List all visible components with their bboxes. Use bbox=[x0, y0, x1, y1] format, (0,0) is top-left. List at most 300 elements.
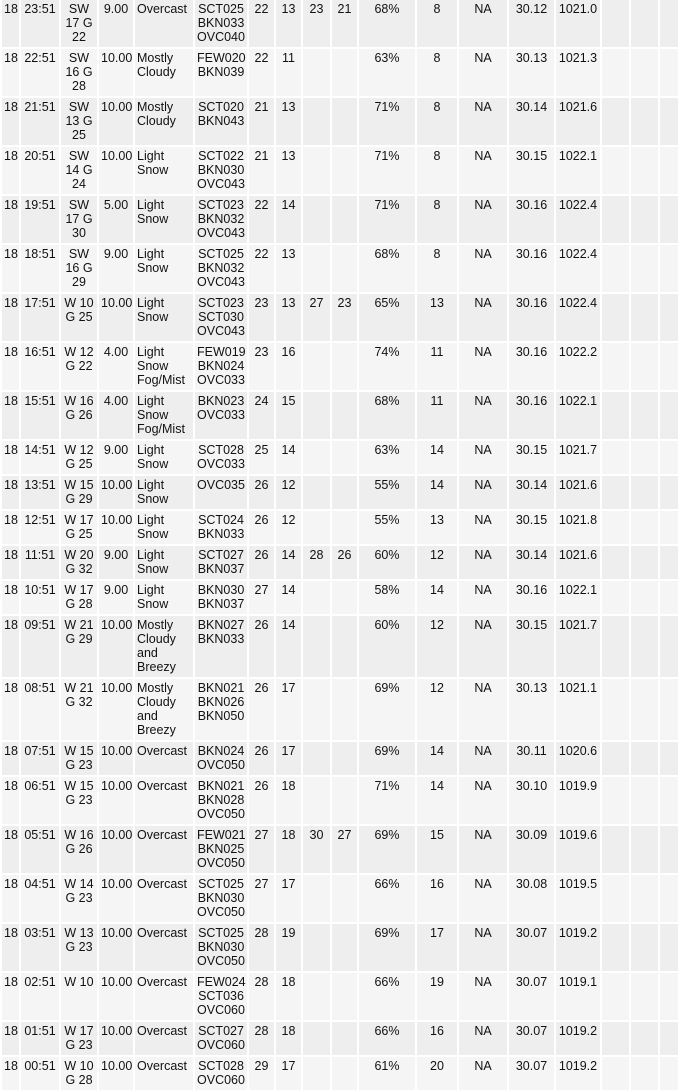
sky-condition-cell: SCT025 BKN033 OVC040 bbox=[195, 0, 247, 47]
sea-level-pressure-cell: 1021.7 bbox=[556, 616, 600, 677]
precip-6hr-cell bbox=[660, 826, 678, 873]
air-temp-cell: 22 bbox=[249, 0, 274, 47]
wind-chill-cell: 12 bbox=[417, 616, 457, 677]
visibility-cell: 10.00 bbox=[99, 777, 133, 824]
wind-chill-cell: 8 bbox=[417, 0, 457, 47]
air-temp-cell: 28 bbox=[249, 1022, 274, 1055]
precip-6hr-cell bbox=[660, 147, 678, 194]
dew-point-cell: 13 bbox=[276, 245, 301, 292]
air-temp-cell: 23 bbox=[249, 343, 274, 390]
wind-cell: SW 17 G 22 bbox=[61, 0, 97, 47]
time-cell: 06:51 bbox=[21, 777, 59, 824]
sky-condition-cell: SCT024 BKN033 bbox=[195, 511, 247, 544]
precip-1hr-cell bbox=[602, 441, 629, 474]
dew-point-cell: 14 bbox=[276, 616, 301, 677]
humidity-cell: 71% bbox=[359, 147, 415, 194]
air-temp-cell: 28 bbox=[249, 924, 274, 971]
precip-1hr-cell bbox=[602, 581, 629, 614]
wind-chill-cell: 13 bbox=[417, 511, 457, 544]
min-6hr-cell: 21 bbox=[332, 0, 357, 47]
dew-point-cell: 18 bbox=[276, 826, 301, 873]
dew-point-cell: 17 bbox=[276, 679, 301, 740]
air-temp-cell: 24 bbox=[249, 392, 274, 439]
precip-6hr-cell bbox=[660, 679, 678, 740]
wind-cell: W 12 G 25 bbox=[61, 441, 97, 474]
precip-6hr-cell bbox=[660, 581, 678, 614]
date-cell: 18 bbox=[2, 875, 19, 922]
weather-cell: Light Snow bbox=[135, 581, 193, 614]
wind-cell: SW 14 G 24 bbox=[61, 147, 97, 194]
altimeter-cell: 30.16 bbox=[509, 294, 554, 341]
max-6hr-cell: 23 bbox=[303, 0, 330, 47]
sea-level-pressure-cell: 1021.0 bbox=[556, 0, 600, 47]
sky-condition-cell: BKN021 BKN028 OVC050 bbox=[195, 777, 247, 824]
altimeter-cell: 30.09 bbox=[509, 826, 554, 873]
visibility-cell: 10.00 bbox=[99, 679, 133, 740]
date-cell: 18 bbox=[2, 511, 19, 544]
wind-cell: W 16 G 26 bbox=[61, 826, 97, 873]
max-6hr-cell bbox=[303, 1022, 330, 1055]
sea-level-pressure-cell: 1021.6 bbox=[556, 476, 600, 509]
humidity-cell: 65% bbox=[359, 294, 415, 341]
visibility-cell: 10.00 bbox=[99, 476, 133, 509]
heat-index-cell: NA bbox=[459, 511, 507, 544]
humidity-cell: 69% bbox=[359, 679, 415, 740]
air-temp-cell: 26 bbox=[249, 476, 274, 509]
min-6hr-cell bbox=[332, 441, 357, 474]
time-cell: 11:51 bbox=[21, 546, 59, 579]
wind-chill-cell: 14 bbox=[417, 581, 457, 614]
min-6hr-cell bbox=[332, 742, 357, 775]
sea-level-pressure-cell: 1019.1 bbox=[556, 973, 600, 1020]
wind-cell: W 10 G 25 bbox=[61, 294, 97, 341]
wind-chill-cell: 8 bbox=[417, 147, 457, 194]
humidity-cell: 58% bbox=[359, 581, 415, 614]
altimeter-cell: 30.16 bbox=[509, 581, 554, 614]
date-cell: 18 bbox=[2, 476, 19, 509]
wind-chill-cell: 8 bbox=[417, 196, 457, 243]
weather-cell: Light Snow bbox=[135, 147, 193, 194]
weather-cell: Mostly Cloudy and Breezy bbox=[135, 679, 193, 740]
precip-6hr-cell bbox=[660, 49, 678, 96]
table-row bbox=[2, 924, 678, 971]
table-row bbox=[2, 511, 678, 544]
date-cell: 18 bbox=[2, 826, 19, 873]
dew-point-cell: 13 bbox=[276, 294, 301, 341]
dew-point-cell: 17 bbox=[276, 875, 301, 922]
altimeter-cell: 30.14 bbox=[509, 98, 554, 145]
precip-1hr-cell bbox=[602, 742, 629, 775]
altimeter-cell: 30.16 bbox=[509, 343, 554, 390]
humidity-cell: 66% bbox=[359, 1022, 415, 1055]
precip-1hr-cell bbox=[602, 343, 629, 390]
precip-6hr-cell bbox=[660, 1022, 678, 1055]
time-cell: 17:51 bbox=[21, 294, 59, 341]
visibility-cell: 9.00 bbox=[99, 441, 133, 474]
precip-3hr-cell bbox=[631, 973, 658, 1020]
altimeter-cell: 30.14 bbox=[509, 546, 554, 579]
altimeter-cell: 30.16 bbox=[509, 245, 554, 292]
altimeter-cell: 30.07 bbox=[509, 1022, 554, 1055]
visibility-cell: 10.00 bbox=[99, 742, 133, 775]
wind-chill-cell: 13 bbox=[417, 294, 457, 341]
date-cell: 18 bbox=[2, 1022, 19, 1055]
precip-1hr-cell bbox=[602, 1022, 629, 1055]
weather-cell: Overcast bbox=[135, 973, 193, 1020]
precip-3hr-cell bbox=[631, 777, 658, 824]
air-temp-cell: 27 bbox=[249, 875, 274, 922]
table-row bbox=[2, 973, 678, 1020]
precip-6hr-cell bbox=[660, 973, 678, 1020]
precip-3hr-cell bbox=[631, 294, 658, 341]
air-temp-cell: 25 bbox=[249, 441, 274, 474]
precip-6hr-cell bbox=[660, 616, 678, 677]
weather-cell: Overcast bbox=[135, 742, 193, 775]
wind-chill-cell: 19 bbox=[417, 973, 457, 1020]
date-cell: 18 bbox=[2, 49, 19, 96]
precip-6hr-cell bbox=[660, 196, 678, 243]
table-row bbox=[2, 147, 678, 194]
precip-1hr-cell bbox=[602, 616, 629, 677]
heat-index-cell: NA bbox=[459, 924, 507, 971]
table-row bbox=[2, 875, 678, 922]
humidity-cell: 71% bbox=[359, 777, 415, 824]
visibility-cell: 10.00 bbox=[99, 875, 133, 922]
precip-1hr-cell bbox=[602, 679, 629, 740]
humidity-cell: 68% bbox=[359, 0, 415, 47]
visibility-cell: 10.00 bbox=[99, 616, 133, 677]
air-temp-cell: 22 bbox=[249, 245, 274, 292]
time-cell: 19:51 bbox=[21, 196, 59, 243]
table-row bbox=[2, 546, 678, 579]
wind-chill-cell: 14 bbox=[417, 476, 457, 509]
max-6hr-cell bbox=[303, 511, 330, 544]
precip-6hr-cell bbox=[660, 392, 678, 439]
dew-point-cell: 18 bbox=[276, 973, 301, 1020]
weather-cell: Overcast bbox=[135, 1057, 193, 1090]
visibility-cell: 4.00 bbox=[99, 392, 133, 439]
humidity-cell: 69% bbox=[359, 826, 415, 873]
wind-chill-cell: 11 bbox=[417, 392, 457, 439]
heat-index-cell: NA bbox=[459, 343, 507, 390]
heat-index-cell: NA bbox=[459, 392, 507, 439]
max-6hr-cell bbox=[303, 924, 330, 971]
sea-level-pressure-cell: 1022.2 bbox=[556, 343, 600, 390]
heat-index-cell: NA bbox=[459, 294, 507, 341]
precip-1hr-cell bbox=[602, 245, 629, 292]
sky-condition-cell: SCT028 OVC033 bbox=[195, 441, 247, 474]
precip-3hr-cell bbox=[631, 441, 658, 474]
heat-index-cell: NA bbox=[459, 245, 507, 292]
altimeter-cell: 30.12 bbox=[509, 0, 554, 47]
precip-3hr-cell bbox=[631, 392, 658, 439]
table-row bbox=[2, 1057, 678, 1090]
weather-cell: Light Snow bbox=[135, 546, 193, 579]
air-temp-cell: 26 bbox=[249, 616, 274, 677]
visibility-cell: 9.00 bbox=[99, 581, 133, 614]
visibility-cell: 10.00 bbox=[99, 511, 133, 544]
date-cell: 18 bbox=[2, 616, 19, 677]
date-cell: 18 bbox=[2, 581, 19, 614]
wind-chill-cell: 14 bbox=[417, 441, 457, 474]
max-6hr-cell bbox=[303, 392, 330, 439]
humidity-cell: 74% bbox=[359, 343, 415, 390]
time-cell: 14:51 bbox=[21, 441, 59, 474]
sea-level-pressure-cell: 1021.3 bbox=[556, 49, 600, 96]
heat-index-cell: NA bbox=[459, 196, 507, 243]
sea-level-pressure-cell: 1022.4 bbox=[556, 245, 600, 292]
altimeter-cell: 30.07 bbox=[509, 924, 554, 971]
sky-condition-cell: SCT023 SCT030 OVC043 bbox=[195, 294, 247, 341]
humidity-cell: 71% bbox=[359, 196, 415, 243]
sky-condition-cell: FEW019 BKN024 OVC033 bbox=[195, 343, 247, 390]
weather-cell: Mostly Cloudy bbox=[135, 98, 193, 145]
max-6hr-cell bbox=[303, 1057, 330, 1090]
wind-cell: W 10 G 28 bbox=[61, 1057, 97, 1090]
sky-condition-cell: FEW020 BKN039 bbox=[195, 49, 247, 96]
min-6hr-cell bbox=[332, 343, 357, 390]
time-cell: 09:51 bbox=[21, 616, 59, 677]
wind-chill-cell: 8 bbox=[417, 98, 457, 145]
precip-6hr-cell bbox=[660, 294, 678, 341]
max-6hr-cell bbox=[303, 196, 330, 243]
visibility-cell: 10.00 bbox=[99, 1022, 133, 1055]
precip-1hr-cell bbox=[602, 924, 629, 971]
precip-1hr-cell bbox=[602, 1057, 629, 1090]
wind-cell: W 17 G 25 bbox=[61, 511, 97, 544]
date-cell: 18 bbox=[2, 679, 19, 740]
humidity-cell: 66% bbox=[359, 875, 415, 922]
heat-index-cell: NA bbox=[459, 1022, 507, 1055]
precip-6hr-cell bbox=[660, 98, 678, 145]
dew-point-cell: 14 bbox=[276, 196, 301, 243]
wind-chill-cell: 14 bbox=[417, 742, 457, 775]
wind-cell: W 17 G 28 bbox=[61, 581, 97, 614]
sky-condition-cell: SCT025 BKN030 OVC050 bbox=[195, 875, 247, 922]
sky-condition-cell: SCT025 BKN032 OVC043 bbox=[195, 245, 247, 292]
sea-level-pressure-cell: 1021.7 bbox=[556, 441, 600, 474]
date-cell: 18 bbox=[2, 441, 19, 474]
heat-index-cell: NA bbox=[459, 742, 507, 775]
precip-6hr-cell bbox=[660, 1057, 678, 1090]
precip-3hr-cell bbox=[631, 147, 658, 194]
wind-cell: SW 16 G 28 bbox=[61, 49, 97, 96]
dew-point-cell: 13 bbox=[276, 98, 301, 145]
min-6hr-cell: 26 bbox=[332, 546, 357, 579]
visibility-cell: 9.00 bbox=[99, 0, 133, 47]
weather-cell: Light Snow bbox=[135, 294, 193, 341]
sky-condition-cell: BKN021 BKN026 BKN050 bbox=[195, 679, 247, 740]
sky-condition-cell: BKN023 OVC033 bbox=[195, 392, 247, 439]
sea-level-pressure-cell: 1019.5 bbox=[556, 875, 600, 922]
time-cell: 13:51 bbox=[21, 476, 59, 509]
time-cell: 02:51 bbox=[21, 973, 59, 1020]
table-row bbox=[2, 826, 678, 873]
wind-cell: W 15 G 29 bbox=[61, 476, 97, 509]
sea-level-pressure-cell: 1021.6 bbox=[556, 546, 600, 579]
time-cell: 03:51 bbox=[21, 924, 59, 971]
table-row bbox=[2, 679, 678, 740]
sea-level-pressure-cell: 1021.1 bbox=[556, 679, 600, 740]
time-cell: 12:51 bbox=[21, 511, 59, 544]
wind-cell: W 14 G 23 bbox=[61, 875, 97, 922]
max-6hr-cell bbox=[303, 616, 330, 677]
air-temp-cell: 26 bbox=[249, 511, 274, 544]
max-6hr-cell bbox=[303, 147, 330, 194]
wind-chill-cell: 8 bbox=[417, 245, 457, 292]
precip-3hr-cell bbox=[631, 0, 658, 47]
min-6hr-cell bbox=[332, 511, 357, 544]
max-6hr-cell: 30 bbox=[303, 826, 330, 873]
altimeter-cell: 30.15 bbox=[509, 147, 554, 194]
sea-level-pressure-cell: 1021.6 bbox=[556, 98, 600, 145]
altimeter-cell: 30.07 bbox=[509, 973, 554, 1020]
visibility-cell: 10.00 bbox=[99, 826, 133, 873]
time-cell: 00:51 bbox=[21, 1057, 59, 1090]
table-row bbox=[2, 245, 678, 292]
wind-chill-cell: 17 bbox=[417, 924, 457, 971]
dew-point-cell: 15 bbox=[276, 392, 301, 439]
altimeter-cell: 30.15 bbox=[509, 616, 554, 677]
min-6hr-cell bbox=[332, 147, 357, 194]
date-cell: 18 bbox=[2, 973, 19, 1020]
wind-cell: W 20 G 32 bbox=[61, 546, 97, 579]
precip-6hr-cell bbox=[660, 441, 678, 474]
max-6hr-cell bbox=[303, 581, 330, 614]
min-6hr-cell bbox=[332, 49, 357, 96]
date-cell: 18 bbox=[2, 742, 19, 775]
sea-level-pressure-cell: 1022.1 bbox=[556, 581, 600, 614]
air-temp-cell: 28 bbox=[249, 973, 274, 1020]
dew-point-cell: 17 bbox=[276, 742, 301, 775]
weather-cell: Light Snow bbox=[135, 511, 193, 544]
date-cell: 18 bbox=[2, 0, 19, 47]
precip-1hr-cell bbox=[602, 294, 629, 341]
heat-index-cell: NA bbox=[459, 476, 507, 509]
date-cell: 18 bbox=[2, 196, 19, 243]
date-cell: 18 bbox=[2, 147, 19, 194]
max-6hr-cell bbox=[303, 245, 330, 292]
min-6hr-cell bbox=[332, 679, 357, 740]
humidity-cell: 69% bbox=[359, 924, 415, 971]
visibility-cell: 10.00 bbox=[99, 973, 133, 1020]
max-6hr-cell bbox=[303, 679, 330, 740]
wind-cell: W 15 G 23 bbox=[61, 742, 97, 775]
dew-point-cell: 19 bbox=[276, 924, 301, 971]
air-temp-cell: 29 bbox=[249, 1057, 274, 1090]
wind-cell: W 15 G 23 bbox=[61, 777, 97, 824]
heat-index-cell: NA bbox=[459, 777, 507, 824]
visibility-cell: 10.00 bbox=[99, 147, 133, 194]
heat-index-cell: NA bbox=[459, 147, 507, 194]
table-row bbox=[2, 196, 678, 243]
min-6hr-cell bbox=[332, 1022, 357, 1055]
precip-3hr-cell bbox=[631, 49, 658, 96]
time-cell: 21:51 bbox=[21, 98, 59, 145]
weather-cell: Light Snow bbox=[135, 441, 193, 474]
heat-index-cell: NA bbox=[459, 49, 507, 96]
max-6hr-cell bbox=[303, 476, 330, 509]
weather-cell: Overcast bbox=[135, 924, 193, 971]
heat-index-cell: NA bbox=[459, 98, 507, 145]
precip-3hr-cell bbox=[631, 826, 658, 873]
table-row bbox=[2, 777, 678, 824]
humidity-cell: 55% bbox=[359, 511, 415, 544]
max-6hr-cell bbox=[303, 777, 330, 824]
weather-cell: Light Snow Fog/Mist bbox=[135, 343, 193, 390]
precip-1hr-cell bbox=[602, 777, 629, 824]
precip-1hr-cell bbox=[602, 0, 629, 47]
air-temp-cell: 22 bbox=[249, 196, 274, 243]
altimeter-cell: 30.14 bbox=[509, 476, 554, 509]
max-6hr-cell bbox=[303, 875, 330, 922]
min-6hr-cell bbox=[332, 1057, 357, 1090]
precip-6hr-cell bbox=[660, 777, 678, 824]
wind-chill-cell: 16 bbox=[417, 875, 457, 922]
altimeter-cell: 30.15 bbox=[509, 511, 554, 544]
min-6hr-cell bbox=[332, 196, 357, 243]
min-6hr-cell bbox=[332, 245, 357, 292]
weather-cell: Mostly Cloudy bbox=[135, 49, 193, 96]
table-row bbox=[2, 392, 678, 439]
visibility-cell: 10.00 bbox=[99, 49, 133, 96]
precip-1hr-cell bbox=[602, 98, 629, 145]
weather-cell: Overcast bbox=[135, 777, 193, 824]
precip-6hr-cell bbox=[660, 0, 678, 47]
precip-3hr-cell bbox=[631, 1057, 658, 1090]
humidity-cell: 71% bbox=[359, 98, 415, 145]
air-temp-cell: 21 bbox=[249, 147, 274, 194]
dew-point-cell: 13 bbox=[276, 0, 301, 47]
table-row bbox=[2, 0, 678, 47]
sky-condition-cell: SCT027 OVC060 bbox=[195, 1022, 247, 1055]
humidity-cell: 55% bbox=[359, 476, 415, 509]
precip-6hr-cell bbox=[660, 343, 678, 390]
wind-chill-cell: 12 bbox=[417, 679, 457, 740]
table-row bbox=[2, 441, 678, 474]
heat-index-cell: NA bbox=[459, 1057, 507, 1090]
wind-cell: W 17 G 23 bbox=[61, 1022, 97, 1055]
time-cell: 05:51 bbox=[21, 826, 59, 873]
date-cell: 18 bbox=[2, 777, 19, 824]
precip-3hr-cell bbox=[631, 1022, 658, 1055]
dew-point-cell: 14 bbox=[276, 441, 301, 474]
visibility-cell: 10.00 bbox=[99, 1057, 133, 1090]
precip-1hr-cell bbox=[602, 511, 629, 544]
time-cell: 07:51 bbox=[21, 742, 59, 775]
sky-condition-cell: FEW021 BKN025 OVC050 bbox=[195, 826, 247, 873]
date-cell: 18 bbox=[2, 343, 19, 390]
sea-level-pressure-cell: 1021.8 bbox=[556, 511, 600, 544]
precip-3hr-cell bbox=[631, 924, 658, 971]
wind-cell: W 12 G 22 bbox=[61, 343, 97, 390]
date-cell: 18 bbox=[2, 294, 19, 341]
max-6hr-cell bbox=[303, 742, 330, 775]
precip-1hr-cell bbox=[602, 546, 629, 579]
wind-chill-cell: 20 bbox=[417, 1057, 457, 1090]
precip-1hr-cell bbox=[602, 392, 629, 439]
time-cell: 22:51 bbox=[21, 49, 59, 96]
heat-index-cell: NA bbox=[459, 875, 507, 922]
wind-chill-cell: 8 bbox=[417, 49, 457, 96]
dew-point-cell: 17 bbox=[276, 1057, 301, 1090]
sky-condition-cell: BKN024 OVC050 bbox=[195, 742, 247, 775]
wind-chill-cell: 15 bbox=[417, 826, 457, 873]
precip-3hr-cell bbox=[631, 476, 658, 509]
date-cell: 18 bbox=[2, 1057, 19, 1090]
time-cell: 15:51 bbox=[21, 392, 59, 439]
weather-cell: Overcast bbox=[135, 826, 193, 873]
